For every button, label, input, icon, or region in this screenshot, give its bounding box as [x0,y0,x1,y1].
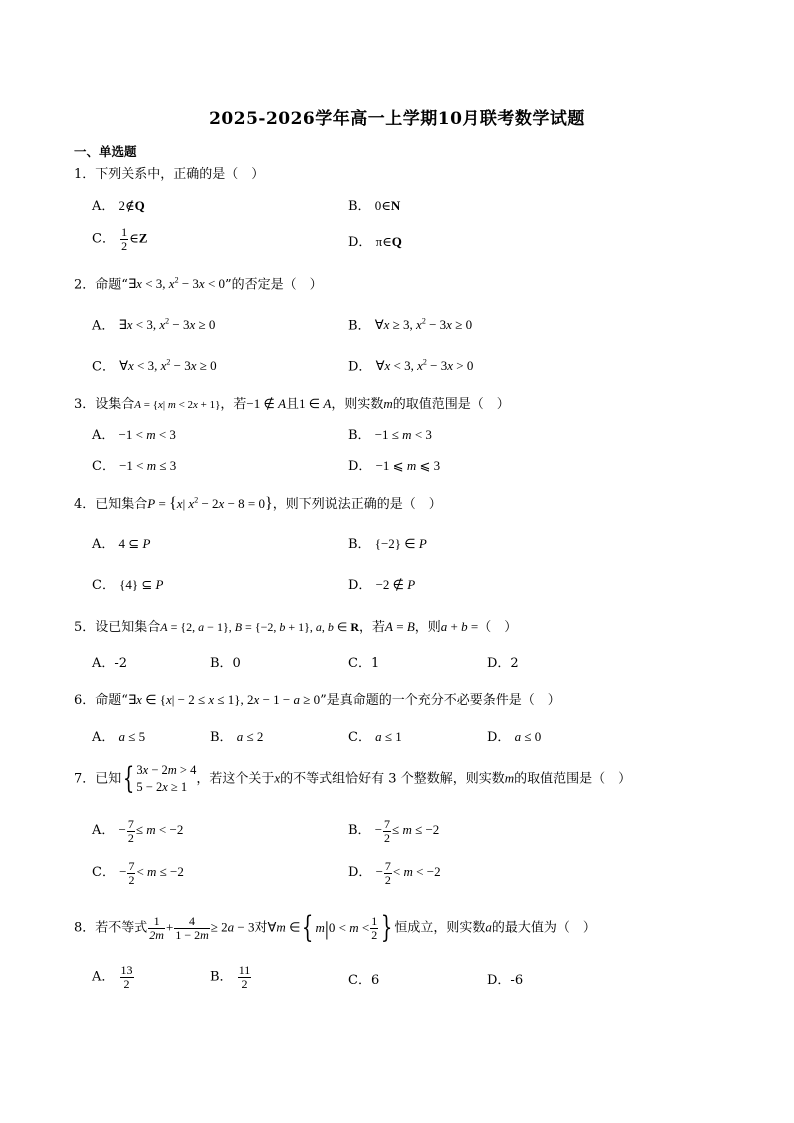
option-label: B． [210,969,233,985]
option-label: C． [348,730,371,745]
option-2b: B． ∀x ≥ 3, $x^2 - 3x \ge 0$ [348,317,473,334]
option-label: A． [92,823,115,839]
option-6a: A． a ≤ 5 [92,729,146,745]
brace-icon: } [381,910,393,945]
option-4d: D． −2 ∉ P [348,577,416,593]
option-4c: C． {4} ⊆ P [92,577,164,593]
question-text: 已知集合 [95,497,148,512]
question-text: 设已知集合 [95,620,161,635]
question-text: 且 [286,397,300,412]
question-text: 的不等式组恰好有 3 个整数解，则实数 [280,771,505,787]
option-label: C． [92,359,115,375]
option-label: B． [210,730,233,745]
question-text: 已知 [95,771,122,787]
option-7a: A． − $\frac{7}{2}$ ≤ m < −2 [92,817,184,845]
option-3b: B． −1 ≤ m < 3 [348,427,432,443]
option-8a: A． $\frac{13}{2}$ [92,963,133,991]
question-number: 8． [74,920,96,936]
question-text: 下列关系中，正确的是（ ） [95,167,265,182]
option-label: C． [92,578,115,593]
option-label: D． [348,578,372,593]
question-6: 6．命题“∃x ∈ {x| − 2 ≤ x ≤ 1}, 2x − 1 − a ≥ 0”是真命题的一个充分不必要条件是（ ） [74,692,561,708]
option-label: C． [92,231,115,247]
question-number: 1． [74,167,96,182]
option-4b: B． {−2} ∈ P [348,536,427,552]
question-5: 5．设已知集合A = {2, a − 1}, B = {−2, b + 1}, a, b ∈ R，若A = B，则a + b =（ ） [74,619,518,635]
option-label: A． [92,428,115,443]
option-label: B． [348,823,371,839]
option-1d: D． π∈Q [348,234,402,250]
option-2c: C． ∀x < 3, $x^2 - 3x \ge 0$ [92,358,217,375]
option-1a: A． 2∉Q [92,198,145,214]
option-label: A． [92,537,115,552]
question-4: 4．已知集合P = {x| $x^2 - 2x - 8 = 0$}，则下列说法正确的是（ ） [74,495,442,512]
option-label: C． [92,865,115,881]
option-7d: D． − $\frac{7}{2}$ < m < −2 [348,859,441,887]
question-2: 2．命题“∃x < 3, $x^2 - 3x < 0$”的否定是（ ） [74,276,323,293]
section-heading: 一、单选题 [74,144,137,159]
option-1b: B． 0∈N [348,198,401,214]
question-text: ，则实数 [331,397,384,412]
question-text: 命题“ [95,277,128,293]
option-3c: C． −1 < m ≤ 3 [92,458,177,474]
question-text: ”是真命题的一个充分不必要条件是（ ） [320,693,561,708]
question-text: 若不等式 [95,920,148,936]
option-label: A． [92,318,115,334]
option-label: D． [348,235,372,250]
option-6c: C． a ≤ 1 [348,729,402,745]
option-label: B． [348,318,371,334]
option-label: A． [92,730,115,745]
page-title: 2025-2026学年高一上学期10月联考数学试题 [209,109,585,129]
option-label: B． [348,199,371,214]
option-label: B． [348,537,371,552]
question-number: 6． [74,693,96,708]
question-8: 8．若不等式 $\frac{1}{2m}$ + $\frac{4}{1 - 2m}$ ≥ 2a − 3对∀m ∈{ m|0 < m < $\frac{1}{2}$ } 恒成立，则实数a的最大值为（ ） [74,910,596,945]
question-text: ”的否定是（ ） [225,277,323,293]
option-8d: D．-6 [487,973,524,988]
option-label: D． [348,865,372,881]
option-8c: C．6 [348,973,380,988]
option-6b: B． a ≤ 2 [210,729,264,745]
option-1c: C． $\frac{1}{2}$ ∈Z [92,225,148,253]
option-label: B． [348,428,371,443]
question-3: 3．设集合A = {x| m < 2x + 1}，若−1 ∉ A且1 ∈ A，则实数m的取值范围是（ ） [74,396,510,412]
question-text: （ ） [478,620,518,635]
option-6d: D． a ≤ 0 [487,729,542,745]
brace-icon: { [123,760,135,796]
option-5d: D．2 [487,656,519,671]
option-2a: A． ∃x < 3, $x^2 - 3x \ge 0$ [92,317,216,334]
question-number: 4． [74,497,96,512]
question-text: 的取值范围是（ ） [392,397,510,412]
question-text: 恒成立，则实数 [394,920,486,936]
question-text: ，则下列说法正确的是（ ） [272,497,442,512]
question-text: 的最大值为（ ） [491,920,596,936]
option-4a: A． 4 ⊆ P [92,536,151,552]
question-text: 的取值范围是（ ） [514,771,632,787]
option-2d: D． ∀x < 3, $x^2 - 3x > 0$ [348,358,474,375]
option-3d: D． −1 ⩽ m ⩽ 3 [348,458,441,474]
option-3a: A． −1 < m < 3 [92,427,176,443]
brace-icon: { [302,910,314,945]
option-label: D． [348,459,372,474]
option-5b: B．0 [210,656,241,671]
question-text: ，若 [220,397,247,412]
option-8b: B． $\frac{11}{2}$ [210,963,251,991]
question-number: 2． [74,277,96,293]
option-label: D． [348,359,372,375]
question-number: 7． [74,771,96,787]
option-label: A． [92,199,115,214]
question-text: 对 [254,920,268,936]
option-7b: B． − $\frac{7}{2}$ ≤ m ≤ −2 [348,817,440,845]
option-7c: C． − $\frac{7}{2}$ < m ≤ −2 [92,859,184,887]
question-number: 5． [74,620,96,635]
option-5c: C．1 [348,656,380,671]
option-label: C． [92,459,115,474]
question-text: ，若 [359,620,386,635]
option-5a: A．-2 [92,656,128,671]
question-1 [74,168,264,181]
option-label: D． [487,730,511,745]
option-label: A． [92,969,115,985]
question-text: ，若这个关于 [196,771,275,787]
question-7: 7．已知{ 3x − 2m > 4 5 − 2x ≥ 1 ，若这个关于x的不等式组恰好有 3 个整数解，则实数m的取值范围是（ ） [74,760,632,796]
question-text: ，则 [414,620,441,635]
question-text: 设集合 [95,397,135,412]
question-text: 命题“ [95,693,128,708]
question-number: 3． [74,397,96,412]
